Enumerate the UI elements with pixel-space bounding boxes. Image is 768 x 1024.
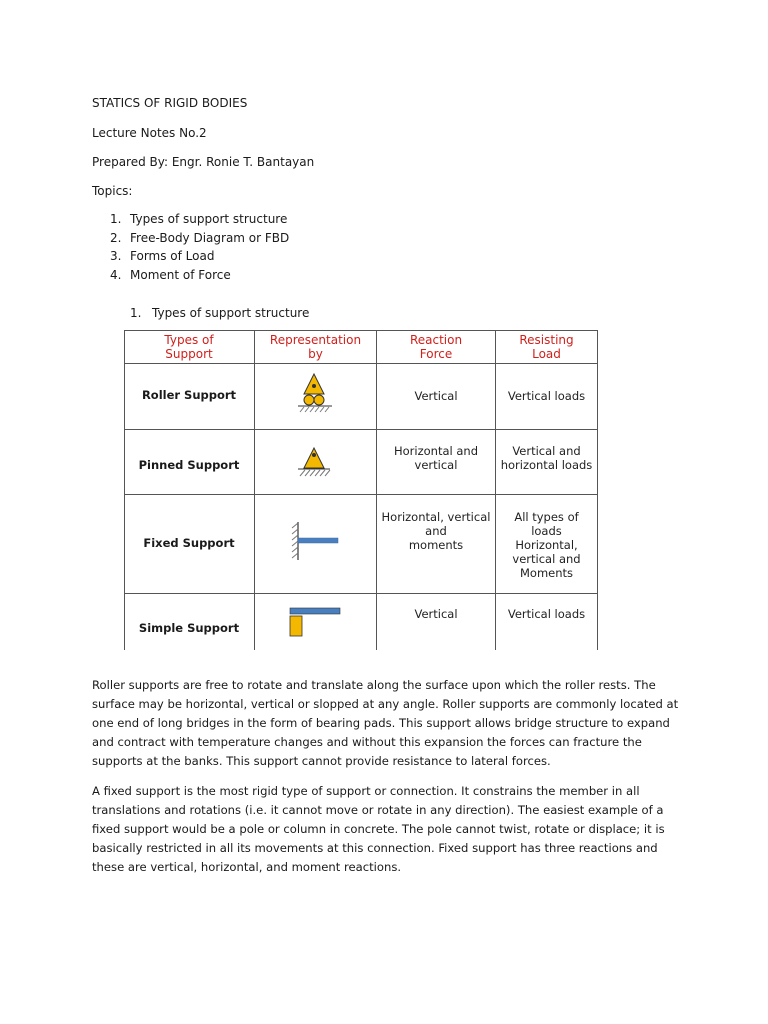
cell-line: loads [531,524,562,538]
header-line: Support [165,346,213,361]
table-divider [124,363,598,364]
table-divider [124,494,598,495]
topic-item [110,230,289,246]
section-title: Types of support structure [152,306,310,320]
cell-line: Vertical [414,607,458,621]
row-label-roller: Roller Support [141,388,237,402]
table-border [124,330,125,650]
load-cell [496,389,597,403]
cell-line: vertical and [512,552,581,566]
simple-support-icon [288,606,342,640]
reaction-cell [377,444,495,472]
reaction-cell [377,607,495,621]
header-line: Reaction [409,332,463,347]
doc-title: STATICS OF RIGID BODIES [92,96,248,110]
table-divider [124,593,598,594]
fixed-support-icon [288,520,342,562]
cell-line: Vertical [414,389,458,403]
topic-text: Moment of Force [130,268,231,282]
reaction-cell [377,510,495,552]
topic-number: 1. [110,212,122,226]
cell-line: Horizontal and [393,444,478,458]
row-label-pinned: Pinned Support [138,458,240,472]
cell-line: and [425,524,447,538]
topics-heading: Topics: [92,184,133,198]
topic-item [110,267,231,283]
section-number: 1. [130,306,142,320]
cell-line: Vertical loads [507,389,586,403]
row-label-fixed: Fixed Support [143,536,235,550]
load-cell [496,444,597,472]
row-label-simple: Simple Support [138,621,240,635]
header-line: Load [532,346,561,361]
support-types-table [124,330,598,650]
paragraph-roller: Roller supports are free to rotate and translate along the surface upon which the roller rests. The surface may be horizontal, vertical or slopped at any angle. Roller supports are commonly located at one end of long bridges in the form of bearing pads. This support allows bridge structure to expand and contract with temperature changes and without this expansion the forces can fracture the supports at the banks. This support cannot provide resistance to lateral forces. [92,678,679,768]
topic-text: Types of support structure [130,212,288,226]
cell-line: Horizontal, [515,538,578,552]
cell-line: Horizontal, vertical [381,510,491,524]
topic-text: Free-Body Diagram or FBD [130,231,290,245]
cell-line: vertical [414,458,458,472]
lecture-number: Lecture Notes No.2 [92,126,207,140]
header-line: Resisting [519,332,574,347]
header-line: Types of [164,332,214,347]
topic-item [110,211,287,227]
topic-item [110,248,214,264]
header-line: Force [419,346,453,361]
pinned-support-icon [292,444,336,480]
cell-line: moments [408,538,464,552]
paragraph-fixed: A fixed support is the most rigid type of support or connection. It constrains the member in all translations and rotations (i.e. it cannot move or rotate in any direction). The easiest example of a fixed support would be a pole or column in concrete. The pole cannot twist, rotate or displace; it is basically restricted in all its movements at this connection. Fixed support has three reactions and these are vertical, horizontal, and moment reactions. [92,784,665,874]
topic-number: 3. [110,249,122,263]
header-reaction-force [377,330,495,363]
table-divider [495,330,496,650]
header-representation [255,330,376,363]
table-divider [124,429,598,430]
table-divider [254,330,255,650]
cell-line: Vertical and [512,444,581,458]
header-line: by [308,346,323,361]
reaction-cell [377,389,495,403]
table-divider [376,330,377,650]
cell-line: Vertical loads [507,607,586,621]
section-heading [130,305,309,321]
load-cell [496,607,597,621]
roller-support-icon [290,372,338,416]
header-line: Representation [269,332,362,347]
prepared-by: Prepared By: Engr. Ronie T. Bantayan [92,155,315,169]
header-resisting-load [496,330,597,363]
cell-line: Moments [519,566,574,580]
load-cell [496,510,597,580]
topic-number: 2. [110,231,122,245]
cell-line: All types of [514,510,579,524]
topic-text: Forms of Load [130,249,215,263]
header-types-of-support [124,330,254,363]
topic-number: 4. [110,268,122,282]
cell-line: horizontal loads [500,458,593,472]
table-border [597,330,598,650]
